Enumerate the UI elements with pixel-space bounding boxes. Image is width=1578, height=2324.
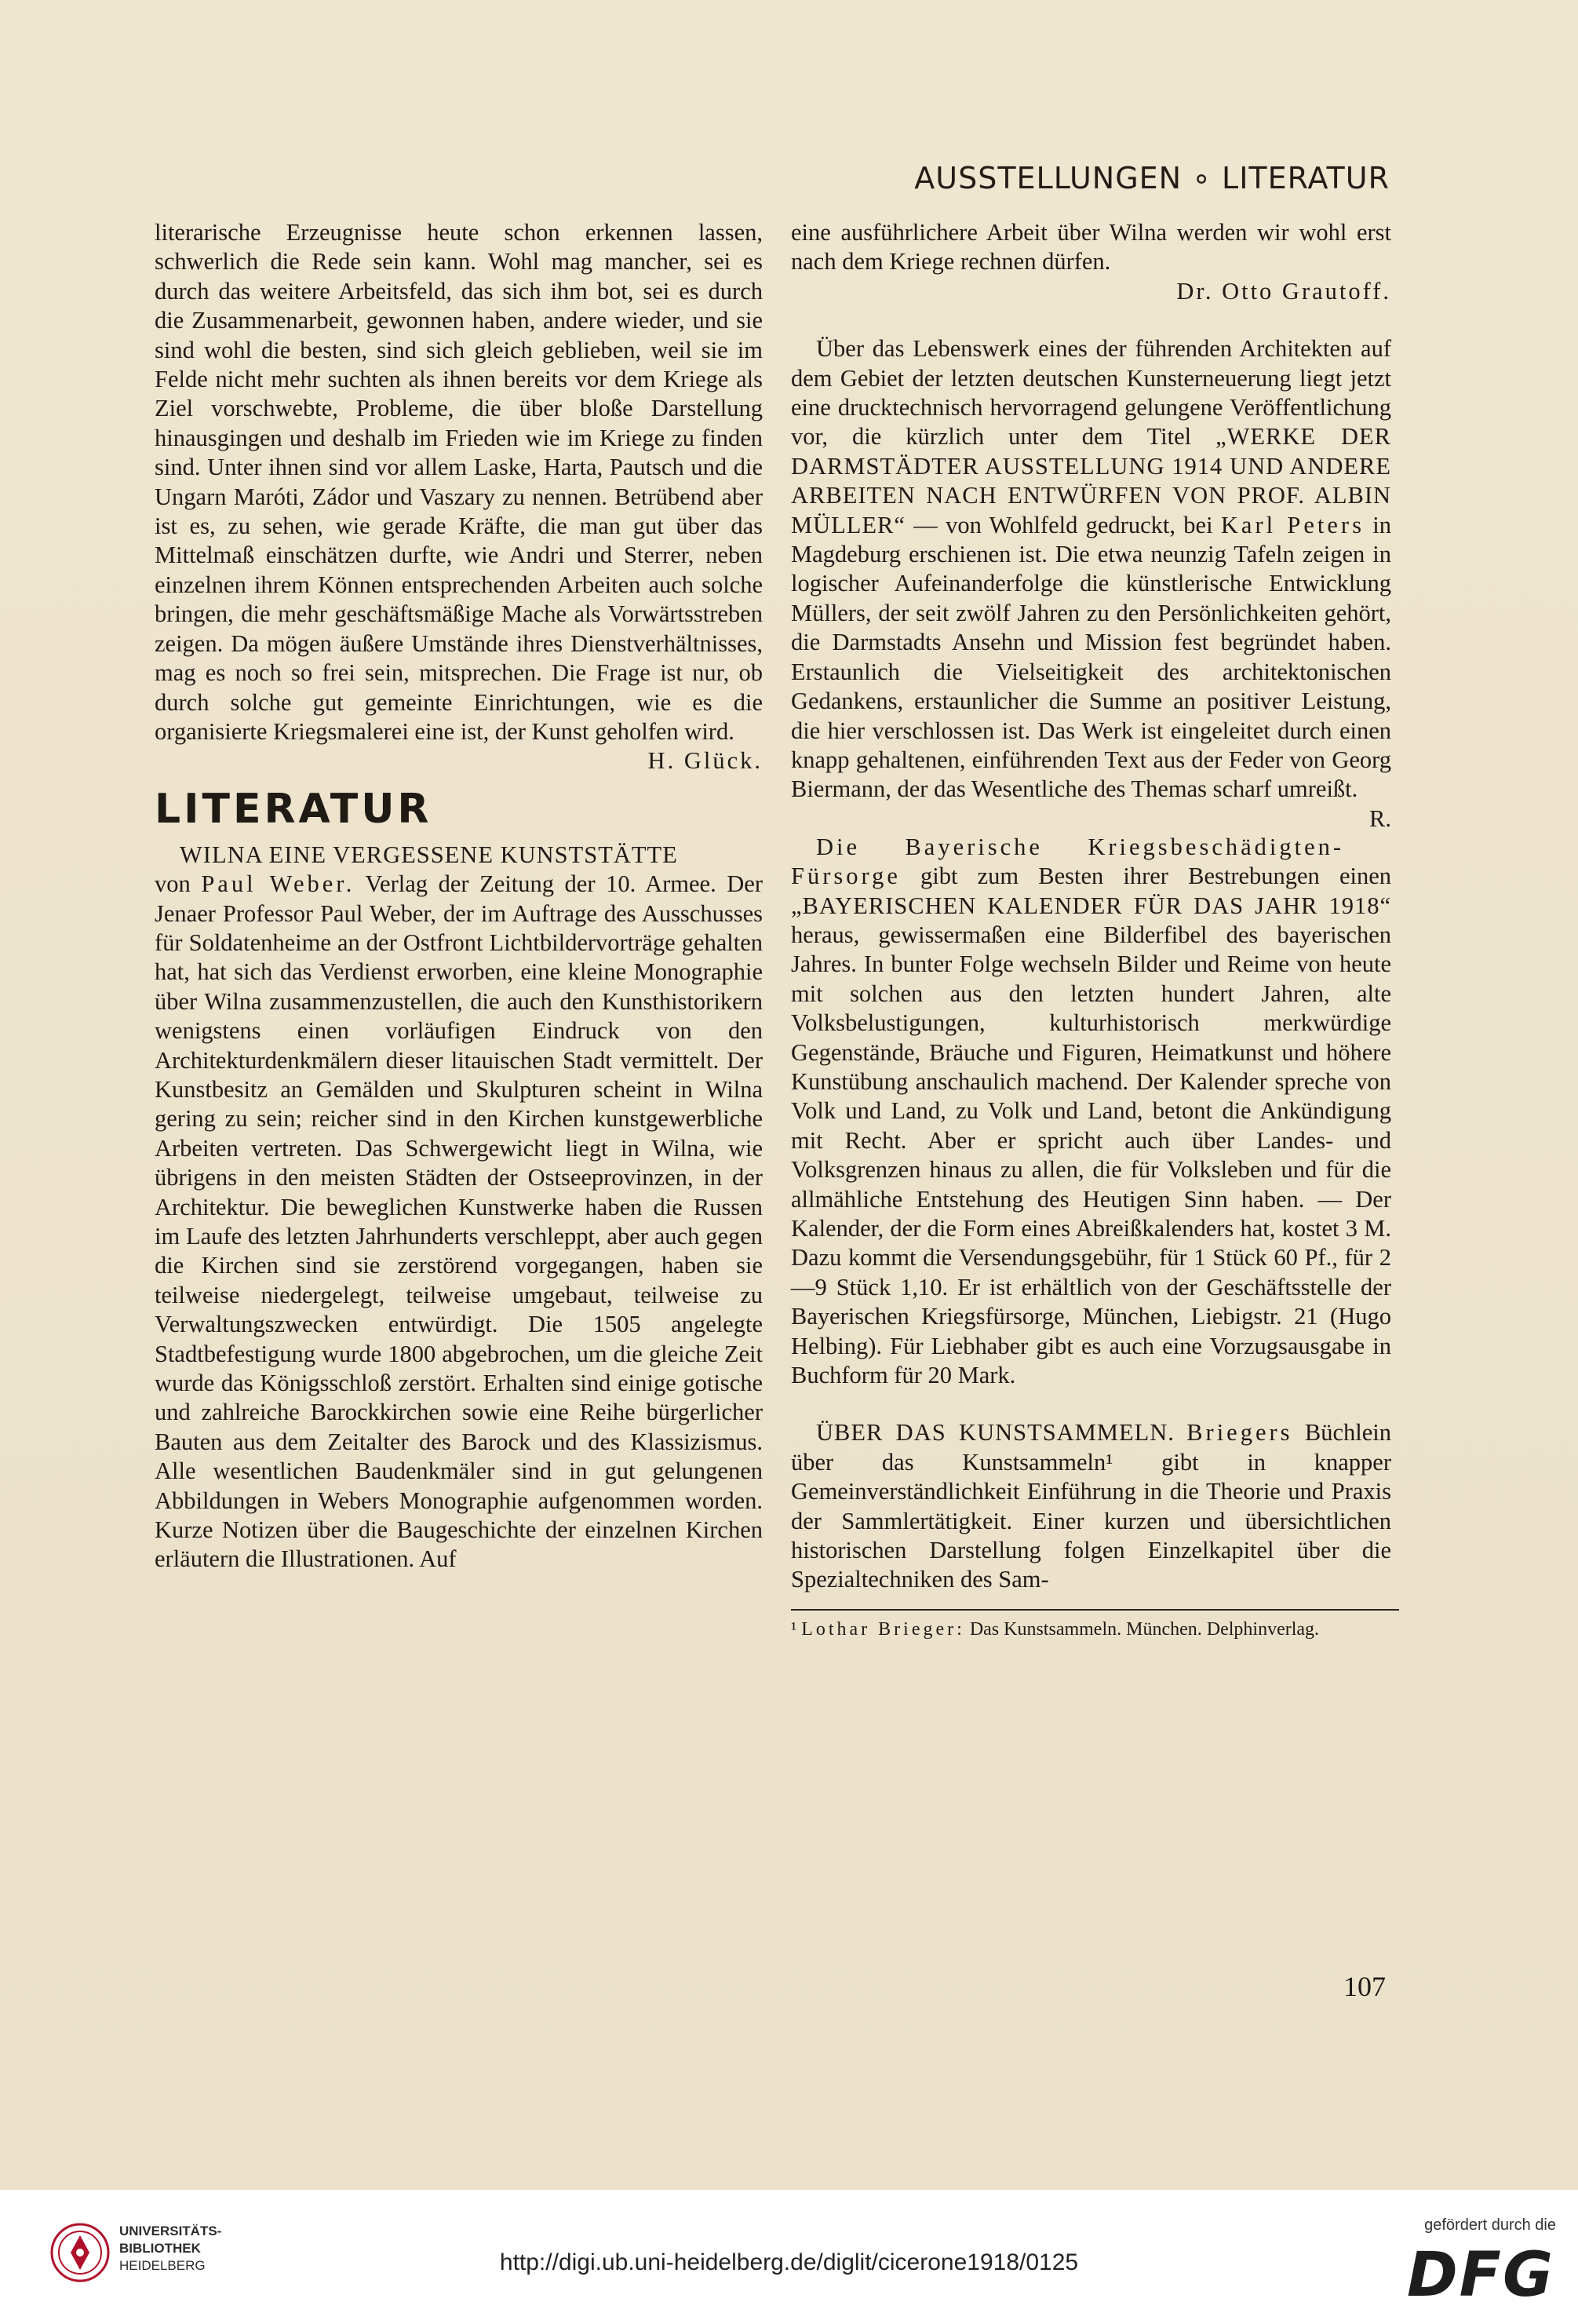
- albin-body: in Magdeburg erschienen ist. Die etwa neunzig Tafeln zeigen in logischer Aufeinanderfolge die künstlerische Entwicklung Müllers, der seit zwölf Jahren zu den Persönlichkeiten gehört, die Darmstadts Ansehn und Mission fest begründet haben. Erstaunlich die Vielseitigkeit des architektonischen Gedankens, erstaunlicher die Summe an positiver Leistung, die hier verschlossen ist. Das Werk ist eingeleitet durch einen knapp gehaltenen, einführenden Text aus der Feder von Georg Biermann, der das Wesentliche des Themas scharf umreißt.: [791, 511, 1391, 803]
- institution-line-1: UNIVERSITÄTS-: [119, 2224, 222, 2238]
- institution-line-2: BIBLIOTHEK: [119, 2241, 201, 2256]
- paragraph-gap: [791, 1390, 1391, 1418]
- footnote-text: Das Kunstsammeln. München. Delphinverlag.: [964, 1618, 1320, 1640]
- section-heading-literatur: LITERATUR: [155, 785, 432, 833]
- running-head: AUSSTELLUNGEN ∘ LITERATUR: [914, 161, 1390, 195]
- wilna-signature: Dr. Otto Grautoff.: [1176, 277, 1391, 305]
- albin-mueller-review: [791, 334, 1391, 832]
- footnote: [791, 1618, 1391, 1640]
- albin-signature: R.: [1369, 804, 1391, 832]
- kalender-review: [791, 833, 1391, 1391]
- dfg-logo: DFG: [1406, 2240, 1554, 2311]
- albin-mid: — von Wohlfeld gedruckt, bei: [905, 511, 1221, 538]
- kunstsammeln-review: [791, 1418, 1391, 1594]
- wilna-author-prefix: von: [155, 870, 202, 898]
- wilna-review: [155, 841, 763, 1574]
- institution-line-3: HEIDELBERG: [119, 2258, 206, 2273]
- wilna-review-continued: eine ausführlichere Arbeit über Wilna werden wir wohl erst nach dem Kriege rechnen dürfen.: [791, 219, 1391, 275]
- kalender-body: heraus, gewissermaßen eine Bilderfibel des bayerischen Jahres. In bunter Folge wechseln Bilder und Reime von heute mit solchen aus den letzten hundert Jahren, alte Volksbelustigungen, kulturhistorisch merkwürdige Gegenstände, Bräuche und Figuren, Heimatkunst und höhere Kunstübung anschaulich machend. Der Kalender spreche von Volk und Land, zu Volk und Land, betont die Ankündigung mit Recht. Aber er spricht auch über Landes- und Volksgrenzen hinaus zu allen, die für Volksleben und für die allmähliche Entstehung des Heutigen Sinn haben. — Der Kalender, der die Form eines Abreißkalenders hat, kostet 3 M. Dazu kommt die Versendungsgebühr, für 1 Stück 60 Pf., für 2—9 Stück 1,10. Er ist erhältlich von der Geschäftsstelle der Bayerischen Kriegsfürsorge, München, Liebigstr. 21 (Hugo Helbing). Für Liebhaber gibt es auch eine Vorzugsausgabe in Buchform für 20 Mark.: [791, 921, 1391, 1389]
- kalender-title: „BAYERISCHEN KALENDER FÜR DAS JAHR 1918“: [791, 892, 1391, 919]
- albin-book-title: „WERKE DER DARMSTÄDTER AUSSTELLUNG 1914 UND ANDERE ARBEITEN NACH ENTWÜRFEN VON PROF. ALBIN MÜLLER“: [791, 423, 1391, 538]
- paragraph-gap: [791, 804, 1391, 833]
- kalender-mid: gibt zum Besten ihrer Bestrebungen einen: [900, 863, 1391, 890]
- wilna-body: Verlag der Zeitung der 10. Armee. Der Jenaer Professor Paul Weber, der im Auftrage des Ausschusses für Soldatenheime an der Ostfront Lichtbildervorträge gehalten hat, hat sich das Verdienst erworben, eine kleine Monographie über Wilna zusammenzustellen, die auch den Kunsthistorikern wenigstens einen vorläufigen Eindruck von den Architekturdenkmälern dieser litauischen Stadt vermittelt. Der Kunstbesitz an Gemälden und Skulpturen scheint in Wilna gering zu sein; reicher sind in den Kirchen kunstgewerbliche Arbeiten vertreten. Das Schwergewicht liegt in Wilna, wie übrigens in den meisten Städten der Ostseeprovinzen, in der Architektur. Die beweglichen Kunstwerke haben die Russen im Laufe des letzten Jahrhunderts verschleppt, aber auch gegen die Kirchen sind sie zerstörend vorgegangen, haben sie teilweise niedergelegt, teilweise umgebaut, teilweise zu Verwaltungszwecken entwürdigt. Die 1505 angelegte Stadtbefestigung wurde 1800 abgebrochen, um die gleiche Zeit wurde das Königsschloß zerstört. Erhalten sind einige gotische und zahlreiche Barockkirchen sowie eine Reihe bürgerlicher Bauten aus dem Zeitalter des Barock und des Klassizismus. Alle wesentlichen Baudenkmäler sind in gut gelungenen Abbildungen in Webers Monographie aufgenommen worden. Kurze Notizen über die Baugeschichte der einzelnen Kirchen erläutern die Illustrationen. Auf: [155, 870, 763, 1573]
- albin-intro: Über das Lebenswerk eines der führenden Architekten auf dem Gebiet der letzten deutschen Kunsterneuerung liegt jetzt eine drucktechnisch hervorragend gelungene Veröffentlichung vor, die kürzlich unter dem Titel: [791, 335, 1391, 451]
- right-column: [791, 218, 1391, 1640]
- library-footer: [0, 2190, 1578, 2324]
- left-column: [155, 218, 763, 1574]
- wilna-author: Paul Weber.: [201, 870, 355, 898]
- kalender-organisation: Die Bayerische Kriegsbeschädigten-Fürsorge: [791, 833, 1345, 890]
- page-number: 107: [1343, 1971, 1386, 2002]
- funding-label: gefördert durch die: [1424, 2216, 1556, 2234]
- permalink-url[interactable]: http://digi.ub.uni-heidelberg.de/diglit/cicerone1918/0125: [499, 2249, 1079, 2275]
- kunstsammeln-body: Büchlein über das Kunstsammeln¹ gibt in knapper Gemeinverständlichkeit Einführung in die Theorie und Praxis der Sammlertätigkeit. Einer kurzen und übersichtlichen historischen Darstellung folgen Einzelkapitel über die Spezialtechniken des Sam-: [791, 1419, 1391, 1593]
- paragraph-gap: [791, 306, 1391, 334]
- footnote-mark: ¹: [791, 1618, 797, 1640]
- wilna-title: WILNA EINE VERGESSENE KUNSTSTÄTTE: [180, 841, 678, 868]
- footnote-author: Lothar Brieger:: [801, 1618, 965, 1640]
- kunstsammeln-title: ÜBER DAS KUNSTSAMMELN.: [816, 1419, 1175, 1447]
- footnote-rule: [791, 1609, 1399, 1611]
- review-signature: H. Glück.: [647, 747, 763, 775]
- kunstsammeln-author: Briegers: [1186, 1419, 1293, 1447]
- gallery-review-paragraph: literarische Erzeugnisse heute schon erkennen lassen, schwerlich die Rede sein kann. Wohl mag mancher, sei es durch das weitere Arbeitsfeld, das sich ihm bot, sei es durch die Zusammenarbeit, gewonnen haben, andere wieder, und sie sind wohl die besten, sind sich gleich geblieben, weil sie im Felde nicht mehr suchten als ihnen bereits vor dem Kriege als Ziel vorschwebte, Probleme, die über bloße Darstellung hinausgingen und deshalb im Frieden wie im Kriege zu finden sind. Unter ihnen sind vor allem Laske, Harta, Pautsch und die Ungarn Maróti, Zádor und Vaszary zu nennen. Betrübend aber ist es, zu sehen, wie gerade Kräfte, die man gut über das Mittelmaß einschätzen durfte, wie Andri und Sterrer, neben einzelnen ihrem Können entsprechenden Arbeiten auch solche bringen, die mehr geschäftsmäßige Mache als Vorwärtsstreben zeigen. Da mögen äußere Umstände ihres Dienstverhältnisses, mag es noch so frei sein, mitsprechen. Die Frage ist nur, ob durch solche gut gemeinte Einrichtungen, wie es die organisierte Kriegsmalerei eine ist, der Kunst geholfen wird.: [155, 219, 763, 745]
- albin-publisher: Karl Peters: [1220, 511, 1365, 538]
